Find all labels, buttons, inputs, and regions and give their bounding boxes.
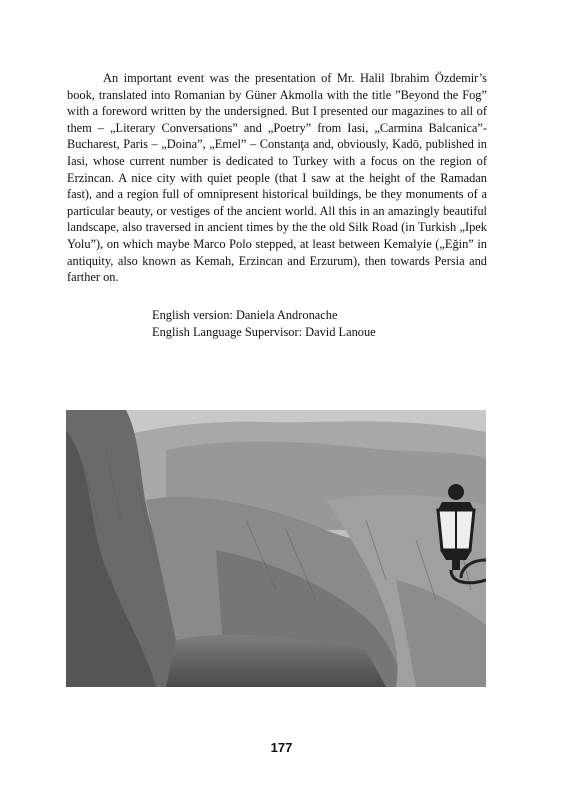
article-paragraph: An important event was the presentation of Mr. Halil Ibrahim Özdemir’s book, translated into Romanian by Güner Akmolla with the title ”Beyond the Fog” with a foreword written by the undersigned. But I presented our magazines to all of them – „Literary Conversations” and „Poetry” from Iasi, „Carmina Balcanica”- Bucharest, Paris – „Doina”, „Emel” – Constanţa and, obviously, Kadō, published in Iasi, whose current number is dedicated to Turkey with a focus on the region of Erzincan. A nice city with quiet people (that I saw at the height of the Ramadan fast), and a region full of omnipresent historical buildings, be they monuments of a particular beauty, or vestiges of the ancient world. All this in an amazingly beautiful landscape, also traversed in ancient times by the the old Silk Road (in Turkish „Ipek Yolu”), on which maybe Marco Polo stepped, at least between Kemalyie („Eğin” in antiquity, also known as Kemah, Erzincan and Erzurum), then towards Persia and farther on. — [67, 71, 487, 285]
landscape-photo — [66, 410, 486, 687]
language-supervisor-credit: English Language Supervisor: David Lanoue — [152, 324, 376, 339]
translation-credits — [152, 307, 376, 340]
page-number: 177 — [270, 740, 293, 755]
english-version-credit: English version: Daniela Andronache — [152, 308, 338, 322]
